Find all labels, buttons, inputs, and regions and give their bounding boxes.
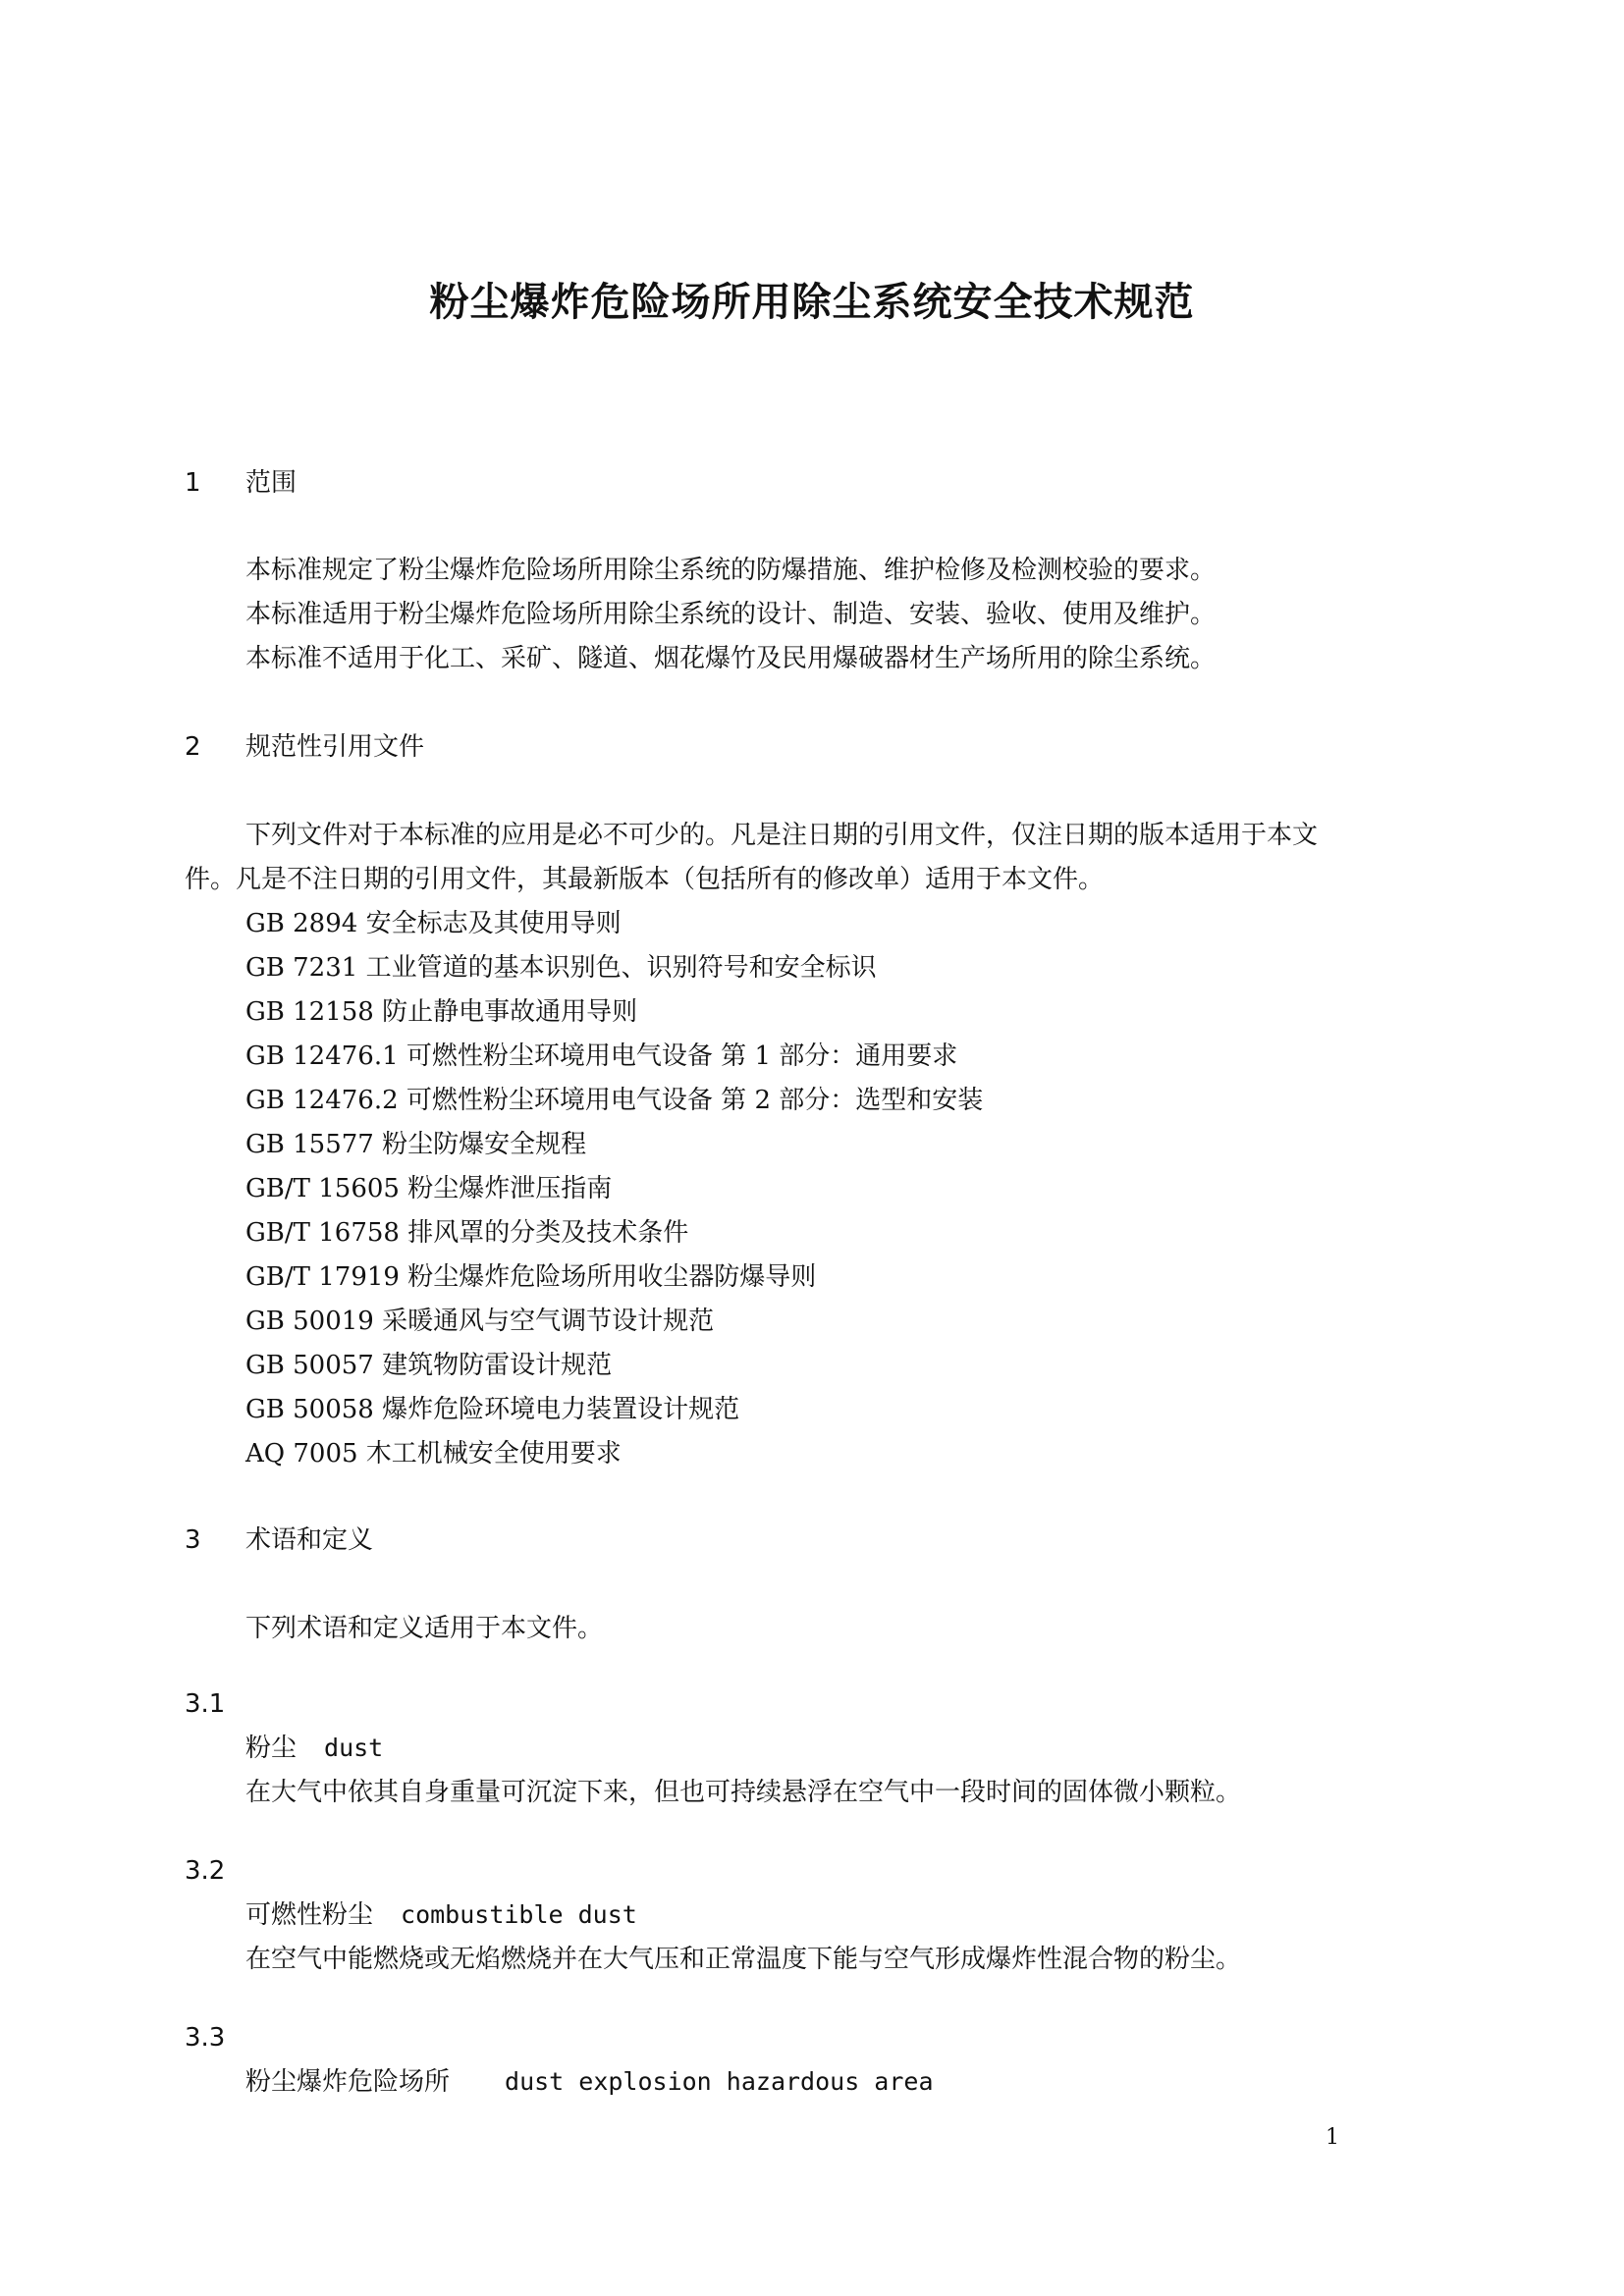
reference-item: GB 50057 建筑物防雷设计规范 — [245, 1351, 613, 1380]
reference-item: GB 50019 采暖通风与空气调节设计规范 — [245, 1307, 715, 1336]
term-chinese: 粉尘 — [245, 1734, 298, 1763]
reference-item: GB 12476.2 可燃性粉尘环境用电气设备 第 2 部分：选型和安装 — [245, 1086, 984, 1115]
term-chinese: 可燃性粉尘 — [245, 1900, 374, 1930]
term-number: 3.2 — [185, 1856, 226, 1886]
reference-item: GB 12476.1 可燃性粉尘环境用电气设备 第 1 部分：通用要求 — [245, 1041, 958, 1071]
section-2-intro: 下列文件对于本标准的应用是必不可少的。凡是注日期的引用文件，仅注日期的版本适用于本文 — [245, 821, 1319, 850]
term-heading — [245, 1899, 637, 1931]
reference-item: GB 15577 粉尘防爆安全规程 — [245, 1130, 587, 1159]
section-2-number: 2 — [185, 732, 201, 762]
section-3-number: 3 — [185, 1525, 201, 1555]
section-1-number: 1 — [185, 468, 201, 498]
term-number: 3.3 — [185, 2023, 226, 2053]
term-english: combustible dust — [401, 1900, 637, 1929]
term-english: dust explosion hazardous area — [505, 2067, 934, 2096]
reference-item: GB/T 16758 排风罩的分类及技术条件 — [245, 1218, 689, 1248]
page-number: 1 — [1326, 2125, 1339, 2150]
reference-item: GB 12158 防止静电事故通用导则 — [245, 997, 638, 1027]
section-1-paragraph: 本标准适用于粉尘爆炸危险场所用除尘系统的设计、制造、安装、验收、使用及维护。 — [245, 600, 1217, 629]
reference-item: GB/T 17919 粉尘爆炸危险场所用收尘器防爆导则 — [245, 1262, 817, 1292]
section-2-title: 规范性引用文件 — [245, 732, 425, 762]
term-heading — [245, 2066, 934, 2098]
section-3-intro: 下列术语和定义适用于本文件。 — [245, 1614, 604, 1643]
section-1-paragraph: 本标准规定了粉尘爆炸危险场所用除尘系统的防爆措施、维护检修及检测校验的要求。 — [245, 556, 1217, 585]
reference-item: AQ 7005 木工机械安全使用要求 — [245, 1439, 622, 1468]
section-1-title: 范围 — [245, 468, 298, 498]
term-heading — [245, 1733, 383, 1764]
reference-item: GB 2894 安全标志及其使用导则 — [245, 909, 622, 938]
reference-item: GB/T 15605 粉尘爆炸泄压指南 — [245, 1174, 613, 1203]
document-title: 粉尘爆炸危险场所用除尘系统安全技术规范 — [429, 280, 1195, 325]
term-definition: 在大气中依其自身重量可沉淀下来，但也可持续悬浮在空气中一段时间的固体微小颗粒。 — [245, 1778, 1242, 1807]
term-number: 3.1 — [185, 1689, 226, 1719]
section-3-title: 术语和定义 — [245, 1525, 374, 1555]
section-1-paragraph: 本标准不适用于化工、采矿、隧道、烟花爆竹及民用爆破器材生产场所用的除尘系统。 — [245, 644, 1217, 673]
section-2-intro: 件。凡是不注日期的引用文件，其最新版本（包括所有的修改单）适用于本文件。 — [185, 865, 1105, 894]
term-definition: 在空气中能燃烧或无焰燃烧并在大气压和正常温度下能与空气形成爆炸性混合物的粉尘。 — [245, 1945, 1242, 1974]
term-english: dust — [324, 1734, 384, 1762]
term-chinese: 粉尘爆炸危险场所 — [245, 2067, 451, 2097]
reference-item: GB 7231 工业管道的基本识别色、识别符号和安全标识 — [245, 953, 877, 983]
reference-item: GB 50058 爆炸危险环境电力装置设计规范 — [245, 1395, 740, 1424]
